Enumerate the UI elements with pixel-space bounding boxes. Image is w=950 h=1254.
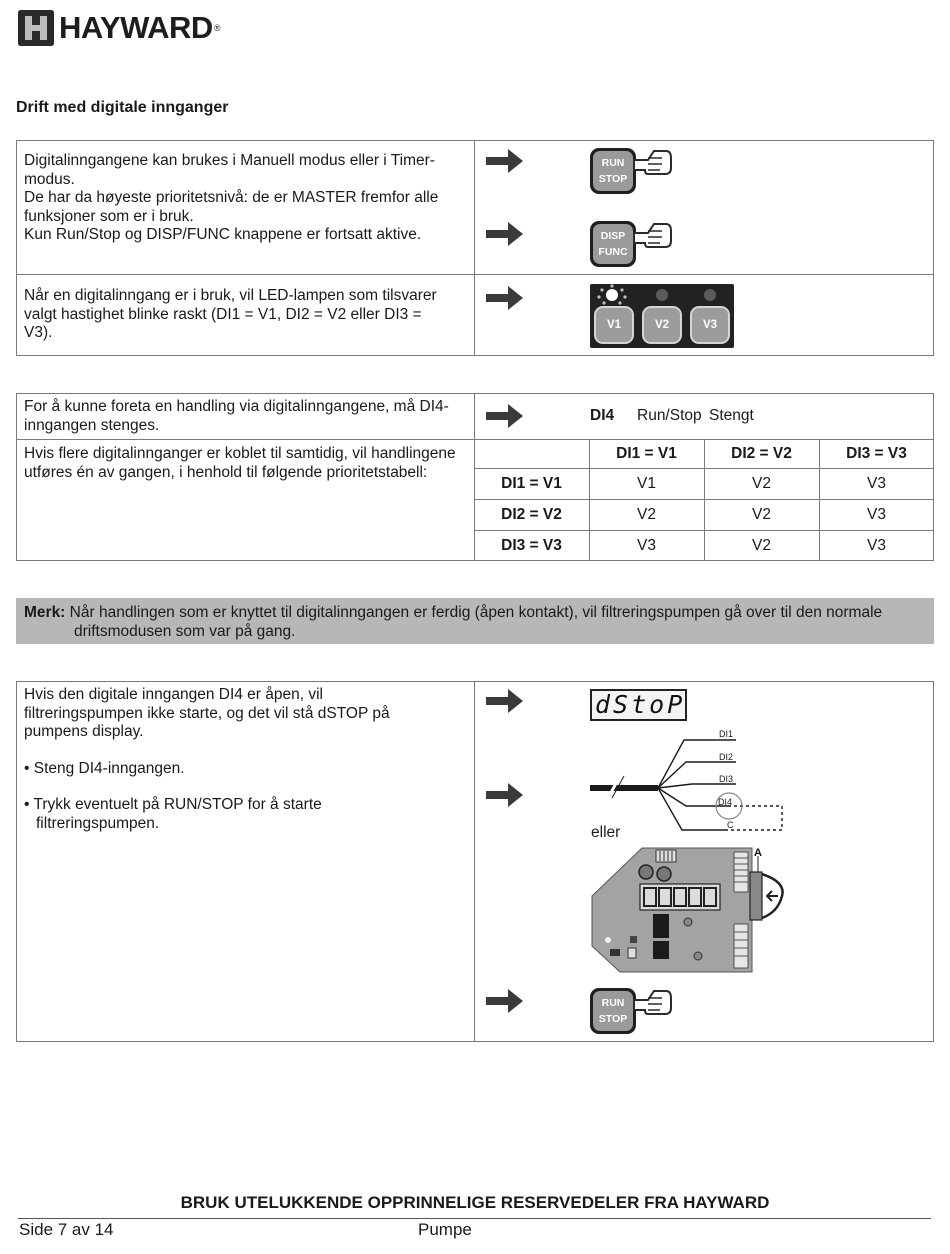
bullet-dot: • (24, 796, 34, 813)
page-title: Drift med digitale innganger (16, 99, 229, 116)
pump-display (590, 689, 687, 721)
wire-label: DI1 (719, 729, 734, 739)
wire-label: C (727, 820, 734, 830)
board-label-a: A (754, 847, 762, 859)
table-cell: V3 (867, 475, 886, 492)
run-stop-button[interactable] (590, 148, 636, 194)
disp-func-button[interactable] (590, 221, 636, 267)
document-name: Pumpe (418, 1220, 472, 1239)
hayward-h-icon (18, 10, 54, 46)
note-label: Merk: (24, 604, 66, 621)
arrow-right-icon (486, 221, 524, 247)
footer-divider (18, 1218, 931, 1219)
led-v2 (656, 289, 668, 301)
pointing-hand-icon (632, 148, 672, 178)
section3-intro: Hvis den digitale inngangen DI4 er åpen, vil filtreringspumpen ikke starte, og det vil stå dSTOP på pumpens display. (24, 686, 390, 740)
wire-label: DI4 (718, 797, 733, 807)
paragraph: Digitalinngangene kan brukes i Manuell modus eller i Timer-modus. (24, 152, 435, 188)
bullet-item (24, 796, 424, 833)
bullet-text: Steng DI4-inngangen. (33, 760, 185, 777)
table-header: DI3 = V3 (846, 445, 907, 462)
di-wiring-diagram (588, 726, 788, 834)
led-v3 (704, 289, 716, 301)
run-stop-button[interactable] (590, 988, 636, 1034)
di4-state: Stengt (709, 407, 754, 424)
section1-divider (474, 140, 475, 356)
section1-row2-text: Når en digitalinngang er i bruk, vil LED-lampen som tilsvarer valgt hastighet blinke raskt (DI1 = V1, DI2 = V2 eller DI3 = V3). (24, 287, 437, 341)
speed-button-v2[interactable]: V2 (642, 306, 682, 344)
bullet-dot: • (24, 760, 34, 777)
note-text: Når handlingen som er knyttet til digitalinngangen er ferdig (åpen kontakt), vil filtreringspumpen gå over til den normale driftsmodusen som var på gang. (69, 604, 883, 640)
wire-label: DI3 (719, 774, 734, 784)
registered-mark: ® (213, 23, 221, 33)
hayward-logo (18, 8, 248, 48)
di4-label: DI4 (590, 407, 615, 424)
control-board-illustration (590, 846, 786, 976)
table-cell: V1 (637, 475, 656, 492)
page-number: Side 7 av 14 (19, 1220, 114, 1239)
section3-divider (474, 681, 475, 1042)
run-label: RUN (601, 997, 625, 1009)
display-text: dStoP (595, 690, 686, 719)
blinking-led-icon (594, 284, 630, 306)
arrow-right-icon (486, 403, 524, 429)
section1-row-divider (16, 274, 934, 275)
bullet-text: Trykk eventuelt på RUN/STOP for å starte filtreringspumpen. (33, 796, 322, 832)
paragraph: De har da høyeste prioritetsnivå: de er MASTER fremfor alle funksjoner som er i bruk. (24, 189, 439, 225)
table-cell: V3 (867, 537, 886, 554)
table-cell: V2 (752, 475, 771, 492)
table-row-label: DI1 = V1 (501, 475, 562, 492)
stop-label: STOP (598, 1013, 628, 1025)
bullet-item (24, 760, 444, 779)
table-row-label: DI3 = V3 (501, 537, 562, 554)
table-cell: V3 (867, 506, 886, 523)
table-row-label: DI2 = V2 (501, 506, 562, 523)
arrow-right-icon (486, 782, 524, 808)
table-cell: V3 (637, 537, 656, 554)
speed-button-v1[interactable]: V1 (594, 306, 634, 344)
section1-row1-text (24, 152, 464, 245)
brand-name: HAYWARD (59, 10, 213, 45)
table-cell: V2 (637, 506, 656, 523)
speed-button-v3[interactable]: V3 (690, 306, 730, 344)
run-label: RUN (601, 157, 625, 169)
footer-title: BRUK UTELUKKENDE OPPRINNELIGE RESERVEDELER FRA HAYWARD (180, 1193, 770, 1212)
speed-led-panel (590, 284, 734, 348)
func-label: FUNC (598, 246, 628, 258)
stop-label: STOP (598, 173, 628, 185)
arrow-right-icon (486, 988, 524, 1014)
section2-row1-text: For å kunne foreta en handling via digitalinngangene, må DI4-inngangen stenges. (24, 398, 449, 434)
pointing-hand-icon (632, 988, 672, 1018)
or-label: eller (591, 824, 621, 841)
arrow-right-icon (486, 285, 524, 311)
note (24, 603, 924, 641)
di4-action: Run/Stop (637, 407, 702, 424)
table-header: DI1 = V1 (616, 445, 677, 462)
table-cell: V2 (752, 506, 771, 523)
disp-label: DISP (600, 230, 626, 242)
pointing-hand-icon (632, 221, 672, 251)
table-cell: V2 (752, 537, 771, 554)
arrow-right-icon (486, 688, 524, 714)
arrow-right-icon (486, 148, 524, 174)
wire-label: DI2 (719, 752, 734, 762)
table-header: DI2 = V2 (731, 445, 792, 462)
section2-row2-text: Hvis flere digitalinnganger er koblet til samtidig, vil handlingene utføres én av gangen, i henhold til følgende prioritetstabell: (24, 445, 456, 481)
paragraph: Kun Run/Stop og DISP/FUNC knappene er fortsatt aktive. (24, 226, 422, 243)
